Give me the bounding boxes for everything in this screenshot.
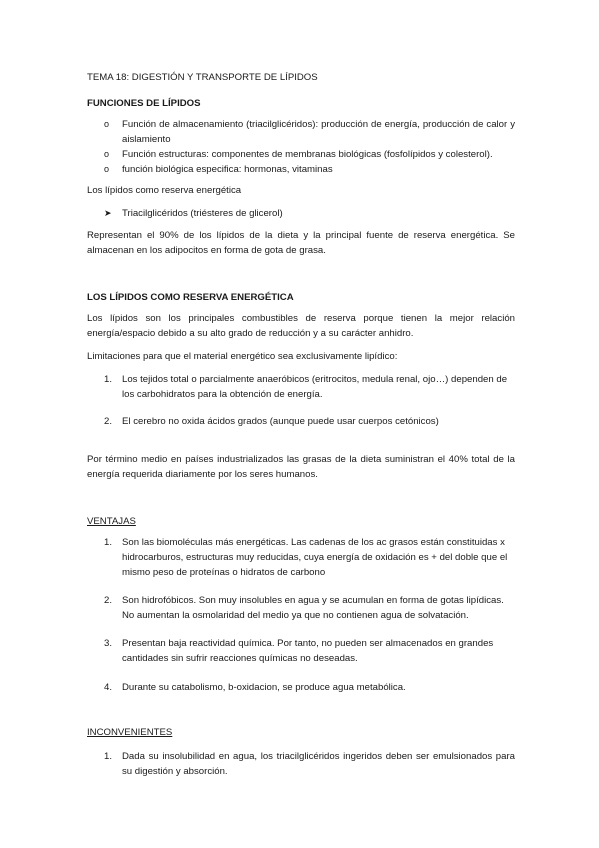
paragraph-combustibles: Los lípidos son los principales combustibles de reserva porque tienen la mejor relación energía/espacio debido a su alto grado de reducción y a su carácter anhidro.: [87, 313, 515, 339]
section-heading-inconvenientes: INCONVENIENTES: [87, 727, 173, 738]
item-text: Presentan baja reactividad química. Por tanto, no pueden ser almacenados en grandes cantidades sin sufrir reacciones químicas no deseadas.: [122, 638, 494, 664]
bullet-icon: o: [104, 119, 110, 129]
section-heading-funciones: FUNCIONES DE LÍPIDOS: [87, 98, 201, 109]
section-heading-reserva: LOS LÍPIDOS COMO RESERVA ENERGÉTICA: [87, 292, 294, 303]
section-heading-ventajas: VENTAJAS: [87, 516, 136, 527]
item-text: Durante su catabolismo, b-oxidacion, se produce agua metabólica.: [122, 682, 406, 693]
list-item-text: Función estructuras: componentes de membranas biológicas (fosfolípidos y colesterol).: [122, 149, 493, 160]
arrow-item-text: Triacilglicéridos (triésteres de glicerol): [122, 208, 283, 219]
item-text: Los tejidos total o parcialmente anaeróbicos (eritrocitos, medula renal, ojo…) dependen de los carbohidratos para la obtención de energía.: [122, 374, 508, 400]
item-text: Son las biomoléculas más energéticas. Las cadenas de los ac grasos están constituidas x hidrocarburos, estructuras muy reducidas, cuya energía de oxidación es + del doble que el mismo peso de proteínas o hidratos de carbono: [122, 537, 508, 578]
item-number: 4.: [104, 682, 113, 693]
subtitle-reserva: Los lípidos como reserva energética: [87, 185, 242, 196]
list-item: [104, 162, 515, 177]
item-text: El cerebro no oxida ácidos grados (aunque puede usar cuerpos cetónicos): [122, 416, 439, 427]
numbered-item: [104, 749, 515, 779]
document-title: TEMA 18: DIGESTIÓN Y TRANSPORTE DE LÍPIDOS: [87, 72, 318, 83]
item-number: 1.: [104, 751, 113, 762]
paragraph-energia: Por término medio en países industrializados las grasas de la dieta suministran el 40% total de la energía requerida diariamente por los seres humanos.: [87, 454, 515, 480]
item-number: 1.: [104, 537, 113, 548]
arrow-bullet-icon: ➤: [104, 208, 112, 218]
list-item: [104, 147, 515, 162]
numbered-item: [104, 372, 515, 402]
item-number: 2.: [104, 595, 113, 606]
list-item-text: función biológica especifica: hormonas, vitaminas: [122, 164, 333, 175]
limitations-intro: Limitaciones para que el material energético sea exclusivamente lipídico:: [87, 351, 398, 362]
bullet-icon: o: [104, 164, 110, 174]
numbered-item: [104, 593, 515, 623]
item-text: Son hidrofóbicos. Son muy insolubles en agua y se acumulan en forma de gotas lipídicas. No aumentan la osmolaridad del medio ya que no contienen agua de solvatación.: [122, 595, 504, 621]
numbered-item: [104, 680, 515, 695]
numbered-item: [104, 535, 515, 580]
numbered-item: [104, 636, 515, 666]
arrow-list-item: [104, 206, 283, 221]
list-item-text: Función de almacenamiento (triacilglicéridos): producción de energía, producción de calor y aislamiento: [122, 119, 515, 145]
item-number: 3.: [104, 638, 113, 649]
list-item: [104, 117, 515, 147]
item-number: 2.: [104, 416, 113, 427]
bullet-icon: o: [104, 149, 110, 159]
numbered-item: [104, 414, 515, 429]
item-text: Dada su insolubilidad en agua, los triacilglicéridos ingeridos deben ser emulsionados para su digestión y absorción.: [122, 751, 515, 777]
paragraph-triacilgliceridos: Representan el 90% de los lípidos de la dieta y la principal fuente de reserva energética. Se almacenan en los adipocitos en forma de gota de grasa.: [87, 230, 515, 256]
item-number: 1.: [104, 374, 113, 385]
